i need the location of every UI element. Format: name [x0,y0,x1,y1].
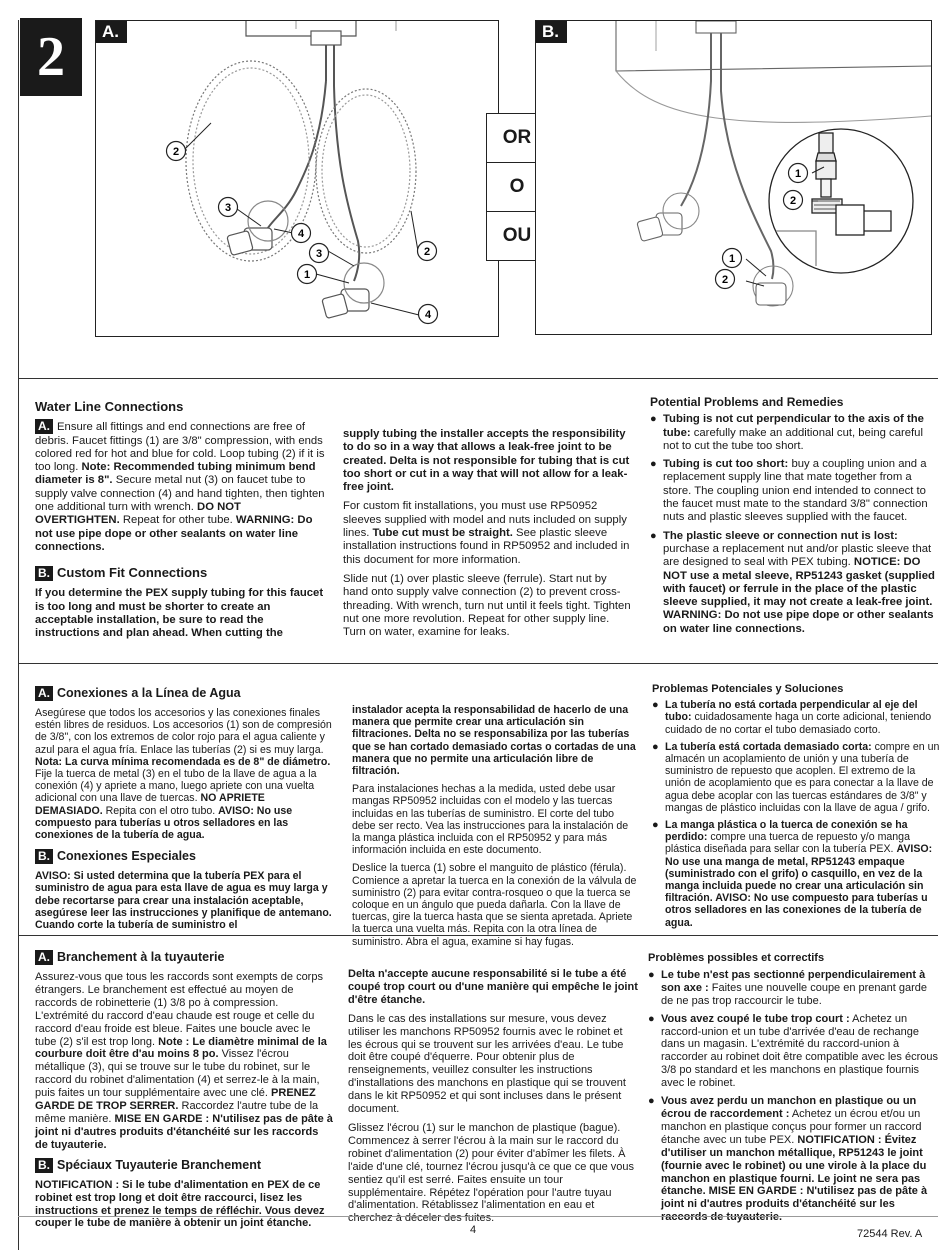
svg-text:3: 3 [224,202,232,214]
callout-a-2 [165,140,187,167]
svg-text:1: 1 [794,168,802,180]
svg-text:4: 4 [297,228,305,240]
es-pp-list [652,699,942,929]
en-pp-item: ● Tubing is cut too short: buy a coupling union and a replacement supply line that mate together from a store. The coupling union end intended to connect to the faucet must mate to the standard 3/8" connection nuts and plastic sleeves supplied with the faucet. [650,458,935,524]
fr-pp-list [648,969,938,1224]
en-pp-list [650,413,935,636]
svg-text:1: 1 [728,253,736,265]
en-a-paragraph: A. Ensure all fittings and end connections are free of debris. Faucet fittings (1) are 3/8" compression, with ends colored red for hot and blue for cold. Loop tubing (2) if it is too long. Note: Recommended tubing minimum bend diameter is 8". Secure metal nut (3) on faucet tube to supply valve connection (4) and hand tighten, then tighten one additional turn with wrench. DO NOT OVERTIGHTEN. Repeat for other tube. WARNING: Do not use pipe dope or other sealants on water line connections. [35,419,325,553]
fr-b-paragraph: NOTIFICATION : Si le tube d'alimentation en PEX de ce robinet est trop long et doit être raccourci, lisez les instructions et prenez le temps de réfléchir. Vous devez couper le tube de manière à obtenir un joint étanche. [35,1178,325,1230]
en-pp-item: ● Tubing is not cut perpendicular to the axis of the tube: carefully make an additional cut, being careful not to cut the tube too short. [650,413,935,453]
panel-a-label: A. [96,21,127,43]
svg-text:4: 4 [424,309,432,321]
fr-a-paragraph: Assurez-vous que tous les raccords sont exempts de corps étrangers. Le branchement est effectué au moyen de raccords de robinetterie (1) 3/8 po à compression. L'extrémité du raccord d'eau chaude est rouge et celle du raccord d'eau froide est bleue. Faites une boucle avec le tube (2) s'il est trop long. Note : Le diamètre minimal de la courbure doit être d'au moins 8 po. Vissez l'écrou métallique (3), qui se trouve sur le tube du robinet, sur le raccord du robinet d'alimentation (4) et serrez-le à la main, puis faites un tour supplémentaire avec une clé. PRENEZ GARDE DE TROP SERRER. Raccordez l'autre tube de la même manière. MISE EN GARDE : N'utilisez pas de pâte à joint ni d'autres produits d'étanchéité sur les raccords de tuyauterie. [35,971,333,1151]
en-col-3 [650,396,935,641]
or-label-en: OR [487,114,547,163]
callout-a-3 [217,196,239,223]
svg-text:3: 3 [315,248,323,260]
en-col-2 [343,428,633,645]
es-pp-title: Problemas Potenciales y Soluciones [652,683,844,695]
svg-text:1: 1 [303,269,311,281]
margin-rule [18,20,19,1250]
es-pp-item: ● La tubería está cortada demasiado corta: compre en un almacén un acoplamiento de unión y una tubería de suministro de repuesto que acoplen. El extremo de la unión de acoplamiento que es para conectar a la llave de agua debe acoplar con las tuercas estándares de 3/8" y mangas de plástico incluidas con la llave de agua / grifo. [652,741,942,814]
fr-b-heading: B. Spéciaux Tuyauterie Branchement [35,1158,333,1173]
fr-pp-item: ● Vous avez coupé le tube trop court : Achetez un raccord-union et un tube d'arrivée d'eau de rechange dans un magasin. L'extrémité du raccord-union à raccorder au robinet doit être compatible avec les écrous 3/8 po standard et les manchons en plastique fournis avec le robinet. [648,1013,938,1090]
en-pp-item: ● The plastic sleeve or connection nut is lost: purchase a replacement nut and/or plastic sleeve that are designed to seal with PEX tubing. NOTICE: DO NOT use a metal sleeve, RP51243 gasket (supplied with faucet) or ferrule in the place of the plastic sleeve supplied, it may not create a leak-free joint. WARNING: Do not use pipe dope or other sealants on water line connections. [650,530,935,636]
en-c2-p2: For custom fit installations, you must use RP50952 sleeves supplied with model and nuts included on supply lines. Tube cut must be straight. See plastic sleeve installation instructions found in RP50952 and included in this document for more information. [343,500,630,566]
es-c2-p3: Deslice la tuerca (1) sobre el manguito de plástico (férula). Comience a apretar la tuerca en la conexión de la válvula de suministro (2) para evitar contra-rosqueo o que la tuerca se coloque en un ángulo que pueda dañarla. Con la llave de tuercas, gire la tuerca hasta que se sienta apretada. Apriete la tuerca una vuelta más. Repita con la otra línea de suministro. Abra el agua, examine si hay fugas. [352,862,637,948]
doc-number: 72544 Rev. A [857,1228,923,1240]
callout-a-4b [417,303,439,330]
svg-text:2: 2 [789,195,797,207]
es-col-3 [652,683,942,934]
page-number: 4 [470,1224,477,1236]
svg-text:2: 2 [721,274,729,286]
callout-b-2b [714,268,736,295]
es-pp-item: ● La tubería no está cortada perpendicular al eje del tubo: cuidadosamente haga un corte adicional, teniendo cuidado de no cortar el tubo demasiado corto. [652,699,942,736]
fr-c2-bold: Delta n'accepte aucune responsabilité si le tube a été coupé trop court ou d'une manière qui empêche le joint d'être étanche. [348,968,638,1006]
en-b-heading: B. Custom Fit Connections [35,566,327,581]
en-c2-bold: supply tubing the installer accepts the responsibility to do so in a way that allows a leak-free joint to be created. Delta is not responsible for tubing that is cut too short or cut in a way that will not allow for a leak-free joint. [343,428,630,494]
es-c2-p2: Para instalaciones hechas a la medida, usted debe usar mangas RP50952 incluidas con el modelo y las tuercas incluidas en las tuberías de suministro. El corte del tubo debe ser recto. Vea las instrucciones para la instalación de la manga plástica incluida con el RP50952 y para más información incluida en este documento. [352,783,629,857]
divider-2 [18,663,938,664]
svg-text:2: 2 [423,246,431,258]
divider-1 [18,378,938,379]
es-a-paragraph: Asegúrese que todos los accesorios y las conexiones finales estén libres de residuos. Los accesorios (1) son de compresión de 3/8", con los extremos de color rojo para el agua caliente y azul para el agua fría. Enlace las tuberías (2) si es muy larga. Nota: La curva mínima recomendada es de 8" de diámetro. Fije la tuerca de metal (3) en el tubo de la llave de agua a la conexión (4) y apriete a mano, luego apriete con una vuelta adicional con una llave de tuercas. NO APRIETE DEMASIADO. Repita con el otro tubo. AVISO: No use compuesto para tuberías u otros selladores en las conexiones de la tubería de agua. [35,707,332,842]
step-number: 2 [20,18,82,96]
svg-text:2: 2 [172,146,180,158]
es-c2-bold: instalador acepta la responsabilidad de hacerlo de una manera que permite crear una articulación sin filtraciones. Delta no se responsabiliza por las tuberías que se han cortado demasiado cortas o cortadas de una manera que no permite una articulación libre de filtración. [352,704,636,778]
fr-col-2 [348,968,638,1231]
fr-col-3 [648,952,938,1229]
callout-b-1 [787,162,809,189]
fr-col-1 [35,950,333,1236]
fr-pp-item: ● Vous avez perdu un manchon en plastique ou un écrou de raccordement : Achetez un écrou et/ou un manchon en plastique conçus pour former un raccord étanche avec un tube PEX. NOTIFICATION : Évitez d'utiliser un manchon métallique, RP51243 le joint (fournie avec le robinet) ou une virole à la place du manchon en plastique fourni. Le joint ne sera pas étanche. MISE EN GARDE : N'utilisez pas de pâte à joint ni d'autres produits d'étanchéité sur les raccords de tuyauterie. [648,1095,938,1224]
callout-a-2b [416,240,438,267]
or-label-es: O [487,163,547,212]
en-title: Water Line Connections [35,399,184,414]
es-b-heading: B. Conexiones Especiales [35,849,335,864]
fr-c2-p3: Glissez l'écrou (1) sur le manchon de plastique (bague). Commencez à serrer l'écrou à la main sur le raccord du robinet d'alimentation (2) pour éviter d'abîmer les filets. À l'aide d'une clé, tournez l'écrou jusqu'à ce que ce que vous sentiez qu'il est serré. Faites ensuite un tour supplémentaire. Répétez l'opération pour l'autre tuyau d'alimentation. Rétablissez l'alimentation en eau et cherchez à déceler des fuites. [348,1121,635,1225]
fr-pp-title: Problèmes possibles et correctifs [648,952,825,964]
callout-a-1 [296,263,318,290]
en-b-paragraph: If you determine the PEX supply tubing for this faucet is too long and must be shorter to create an acceptable installation, be sure to read the instructions and plan ahead. When cutting the [35,587,324,640]
or-label-fr: OU [502,225,532,246]
fr-c2-p2: Dans le cas des installations sur mesure, vous devez utiliser les manchons RP50952 fournis avec le robinet et les écrous qui se trouvent sur les arrivées d'eau. Le tube doit être coupé d'équerre. Pour obtenir plus de renseignements, veuillez consulter les instructions d'installations des manchons en plastique qui se trouvent dans le kit RP50952 et qui sont incluses dans le présent document. [348,1012,626,1116]
es-pp-item: ● La manga plástica o la tuerca de conexión se ha perdido: compre una tuerca de repuesto y/o manga plástica diseñada para sellar con la tubería PEX. AVISO: No use una manga de metal, RP51243 empaque (suministrado con el grifo) o casquillo, en vez de la manga incluida puede no crear una articulación sin filtración. AVISO: No use compuesto para tuberías u otros selladores en las conexiones de la tubería de agua. [652,819,942,929]
es-col-1 [35,686,335,937]
en-col-1 [35,400,327,646]
es-b-paragraph: AVISO: Si usted determina que la tubería PEX para el suministro de agua para esta llave de agua es muy larga y debe recortarse para crear una instalación aceptable, asegúrese leer las instrucciones y planifique de antemano. Cuando corte la tubería de suministro el [35,870,332,932]
callout-b-2 [782,189,804,216]
footer-rule [18,1216,938,1217]
fr-a-heading: A. Branchement à la tuyauterie [35,950,333,965]
en-c2-p3: Slide nut (1) over plastic sleeve (ferrule). Start nut by hand onto supply valve connection (2) to prevent cross-threading. With wrench, turn nut until it feels tight. Tighten nut one more revolution. Repeat for other supply line. Turn on water, examine for leaks. [343,572,631,639]
es-col-2 [352,704,637,954]
en-pp-title: Potential Problems and Remedies [650,395,844,409]
es-a-heading: A. Conexiones a la Línea de Agua [35,686,335,701]
en-a-tag: A. [35,419,53,434]
fr-pp-item: ● Le tube n'est pas sectionné perpendiculairement à son axe : Faites une nouvelle coupe en prenant garde de ne pas trop raccourcir le tube. [648,969,938,1008]
panel-b-label: B. [536,21,567,43]
